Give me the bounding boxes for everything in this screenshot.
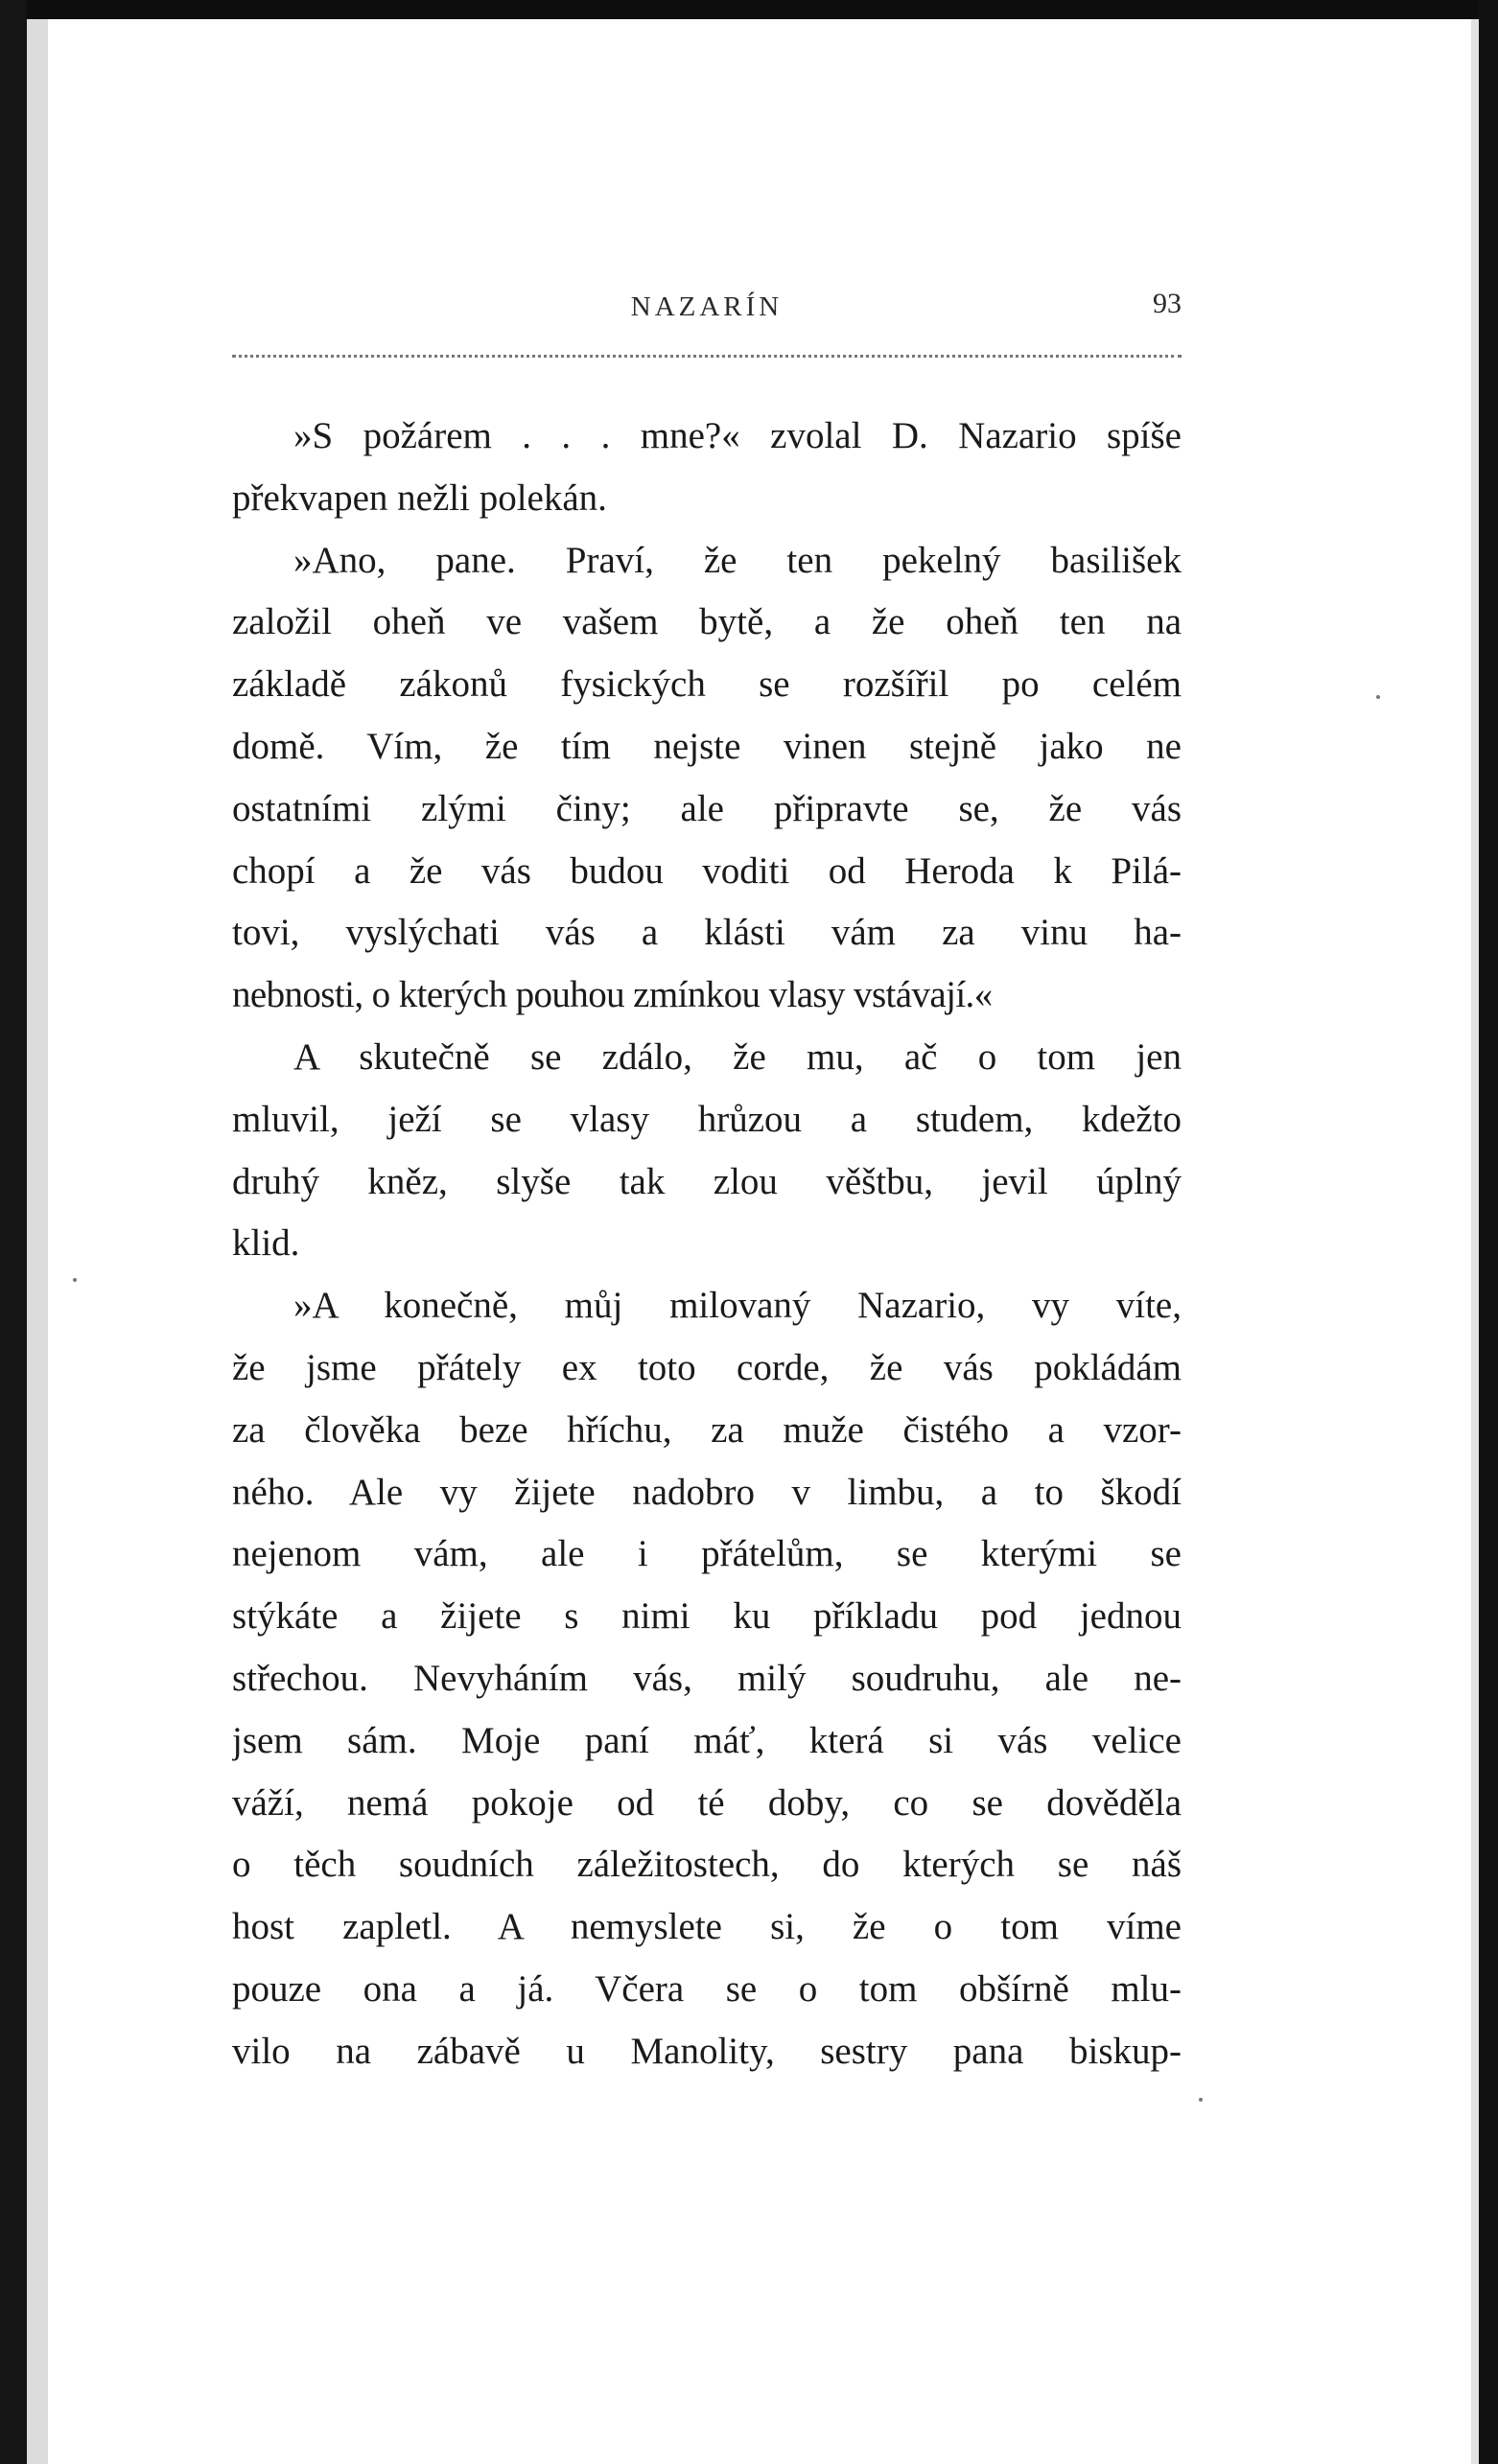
text-line: »S požárem . . . mne?« zvolal D. Nazario spíše <box>293 415 1182 456</box>
body-text <box>232 406 1182 2083</box>
text-line: založil oheň ve vašem bytě, a že oheň ten na <box>232 601 1182 643</box>
text-line: chopí a že vás budou voditi od Heroda k Pilá- <box>232 849 1182 892</box>
scan-speck <box>1376 695 1380 699</box>
text-line: jsem sám. Moje paní máť, která si vás velice <box>232 1719 1182 1761</box>
text-line: o těch soudních záležitostech, do kterých se náš <box>232 1844 1182 1886</box>
text-line: pouze ona a já. Včera se o tom obšírně mlu- <box>232 1967 1182 2010</box>
text-line: za člověka beze hříchu, za muže čistého a vzor- <box>232 1408 1182 1451</box>
text-line: překvapen nežli polekán. <box>232 477 607 519</box>
scan-speck <box>73 1278 77 1282</box>
scan-frame-left <box>0 0 27 2464</box>
text-line: A skutečně se zdálo, že mu, ač o tom jen <box>293 1035 1182 1078</box>
text-line: střechou. Nevyháním vás, milý soudruhu, ale ne- <box>232 1657 1182 1699</box>
text-line: domě. Vím, že tím nejste vinen stejně jako ne <box>232 725 1182 767</box>
text-line: ného. Ale vy žijete nadobro v limbu, a to škodí <box>232 1471 1182 1513</box>
text-line: mluvil, ježí se vlasy hrůzou a studem, kdežto <box>232 1098 1182 1140</box>
text-line: »A konečně, můj milovaný Nazario, vy víte, <box>293 1285 1182 1327</box>
text-line: vilo na zábavě u Manolity, sestry pana biskup- <box>232 2030 1182 2072</box>
book-page <box>232 288 1182 2083</box>
text-line: druhý kněz, slyše tak zlou věštbu, jevil úplný <box>232 1160 1182 1202</box>
text-line: nebnosti, o kterých pouhou zmínkou vlasy vstávají.« <box>232 974 993 1016</box>
scan-page-edge-right <box>1471 19 1479 2464</box>
scan-frame-right <box>1479 0 1498 2464</box>
text-line: základě zákonů fysických se rozšířil po celém <box>232 663 1182 706</box>
scan-speck <box>1199 2098 1203 2102</box>
text-line: tovi, vyslýchati vás a klásti vám za vinu ha- <box>232 912 1182 954</box>
page-number: 93 <box>1153 288 1182 319</box>
text-line: že jsme přátely ex toto corde, že vás pokládám <box>232 1346 1182 1388</box>
text-line: stýkáte a žijete s nimi ku příkladu pod jednou <box>232 1595 1182 1638</box>
header-rule <box>232 355 1182 358</box>
scan-page-edge-left <box>27 19 48 2464</box>
scan-frame-top <box>0 0 1498 19</box>
text-line: klid. <box>232 1222 300 1265</box>
text-line: nejenom vám, ale i přátelům, se kterými se <box>232 1533 1182 1575</box>
text-line: ostatními zlými činy; ale připravte se, že vás <box>232 787 1182 829</box>
text-line: »Ano, pane. Praví, že ten pekelný basilišek <box>293 539 1182 581</box>
text-line: host zapletl. A nemyslete si, že o tom víme <box>232 1906 1182 1948</box>
text-line: váží, nemá pokoje od té doby, co se dověděla <box>232 1781 1182 1824</box>
running-head <box>232 288 1182 334</box>
running-title: NAZARÍN <box>630 291 784 322</box>
